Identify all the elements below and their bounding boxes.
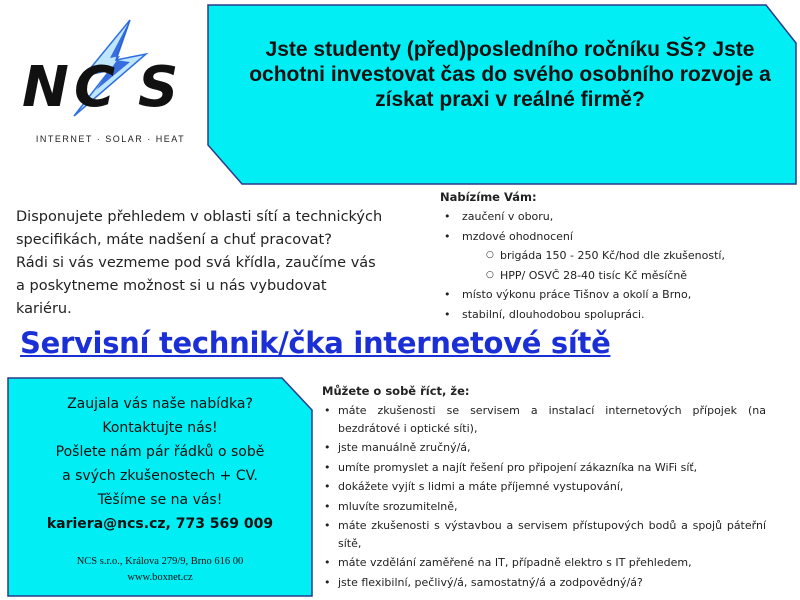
intro-line: Rádi si vás vezmeme pod svá křídla, zaučíme vás (16, 255, 376, 271)
top-banner (206, 3, 798, 186)
contact-line: a svých zkušenostech + CV. (62, 468, 258, 484)
contact-line: Zaujala vás naše nabídka? (67, 396, 253, 412)
contact-line: Kontaktujte nás! (102, 420, 218, 436)
offer-subitem: ○ brigáda 150 - 250 Kč/hod dle zkušeností, (440, 246, 790, 266)
company-address: NCS s.r.o., Králova 279/9, Brno 616 00 (76, 556, 244, 567)
ncs-logo (8, 18, 198, 144)
company-info (6, 554, 314, 586)
about-item: • jste flexibilní, pečlivý/á, samostatný/á a zodpovědný/á? (322, 574, 766, 592)
intro-line: specifikách, máte nadšení a chuť pracovat? (16, 232, 332, 248)
offer-section (440, 190, 790, 324)
offer-subitem: ○ HPP/ OSVČ 28-40 tisíc Kč měsíčně (440, 266, 790, 286)
intro-line: Disponujete přehledem v oblasti sítí a technických (16, 209, 383, 225)
about-item: • máte zkušenosti s výstavbou a servisem přístupových bodů a spojů páteřní sítě, (322, 517, 766, 552)
about-item: • mluvíte srozumitelně, (322, 498, 766, 516)
contact-line: Těšíme se na vás! (97, 492, 223, 508)
logo-letter-c: C (74, 55, 116, 118)
about-item: • jste manuálně zručný/á, (322, 439, 766, 457)
banner-question: Jste studenty (před)posledního ročníku SŠ? Jste ochotni investovat čas do svého osobního rozvoje a získat praxi v reálné firmě? (249, 38, 771, 111)
about-section (322, 384, 766, 593)
contact-text (6, 392, 314, 536)
intro-paragraph (16, 206, 416, 321)
logo-letter-n: N (22, 55, 69, 118)
intro-line: kariéru. (16, 301, 72, 317)
company-website[interactable]: www.boxnet.cz (127, 572, 193, 583)
contact-email-phone[interactable]: kariera@ncs.cz, 773 569 009 (46, 516, 274, 532)
offer-list (440, 207, 790, 324)
offer-item: • mzdové ohodnocení (440, 227, 790, 247)
about-item: • máte vzdělání zaměřené na IT, případně elektro s IT přehledem, (322, 554, 766, 572)
offer-item: • stabilní, dlouhodobou spolupráci. (440, 305, 790, 325)
about-title: Můžete o sobě říct, že: (322, 384, 470, 398)
offer-item: • místo výkonu práce Tišnov a okolí a Brno, (440, 285, 790, 305)
about-list (322, 402, 766, 591)
offer-item: • zaučení v oboru, (440, 207, 790, 227)
about-item: • umíte promyslet a najít řešení pro připojení zákazníka na WiFi síť, (322, 459, 766, 477)
logo-letter-s: S (138, 55, 179, 118)
about-item: • dokážete vyjít s lidmi a máte příjemné vystupování, (322, 478, 766, 496)
job-title: Servisní technik/čka internetové sítě (20, 326, 611, 360)
logo-graphic (8, 18, 198, 118)
contact-box (6, 376, 314, 598)
logo-tagline: INTERNET · SOLAR · HEAT (35, 134, 186, 144)
offer-title: Nabízíme Vám: (440, 190, 537, 204)
intro-line: a poskytneme možnost si u nás vybudovat (16, 278, 327, 294)
contact-line: Pošlete nám pár řádků o sobě (55, 444, 265, 460)
about-item: • máte zkušenosti se servisem a instalací internetových přípojek (na bezdrátové i optické síti), (322, 402, 766, 437)
